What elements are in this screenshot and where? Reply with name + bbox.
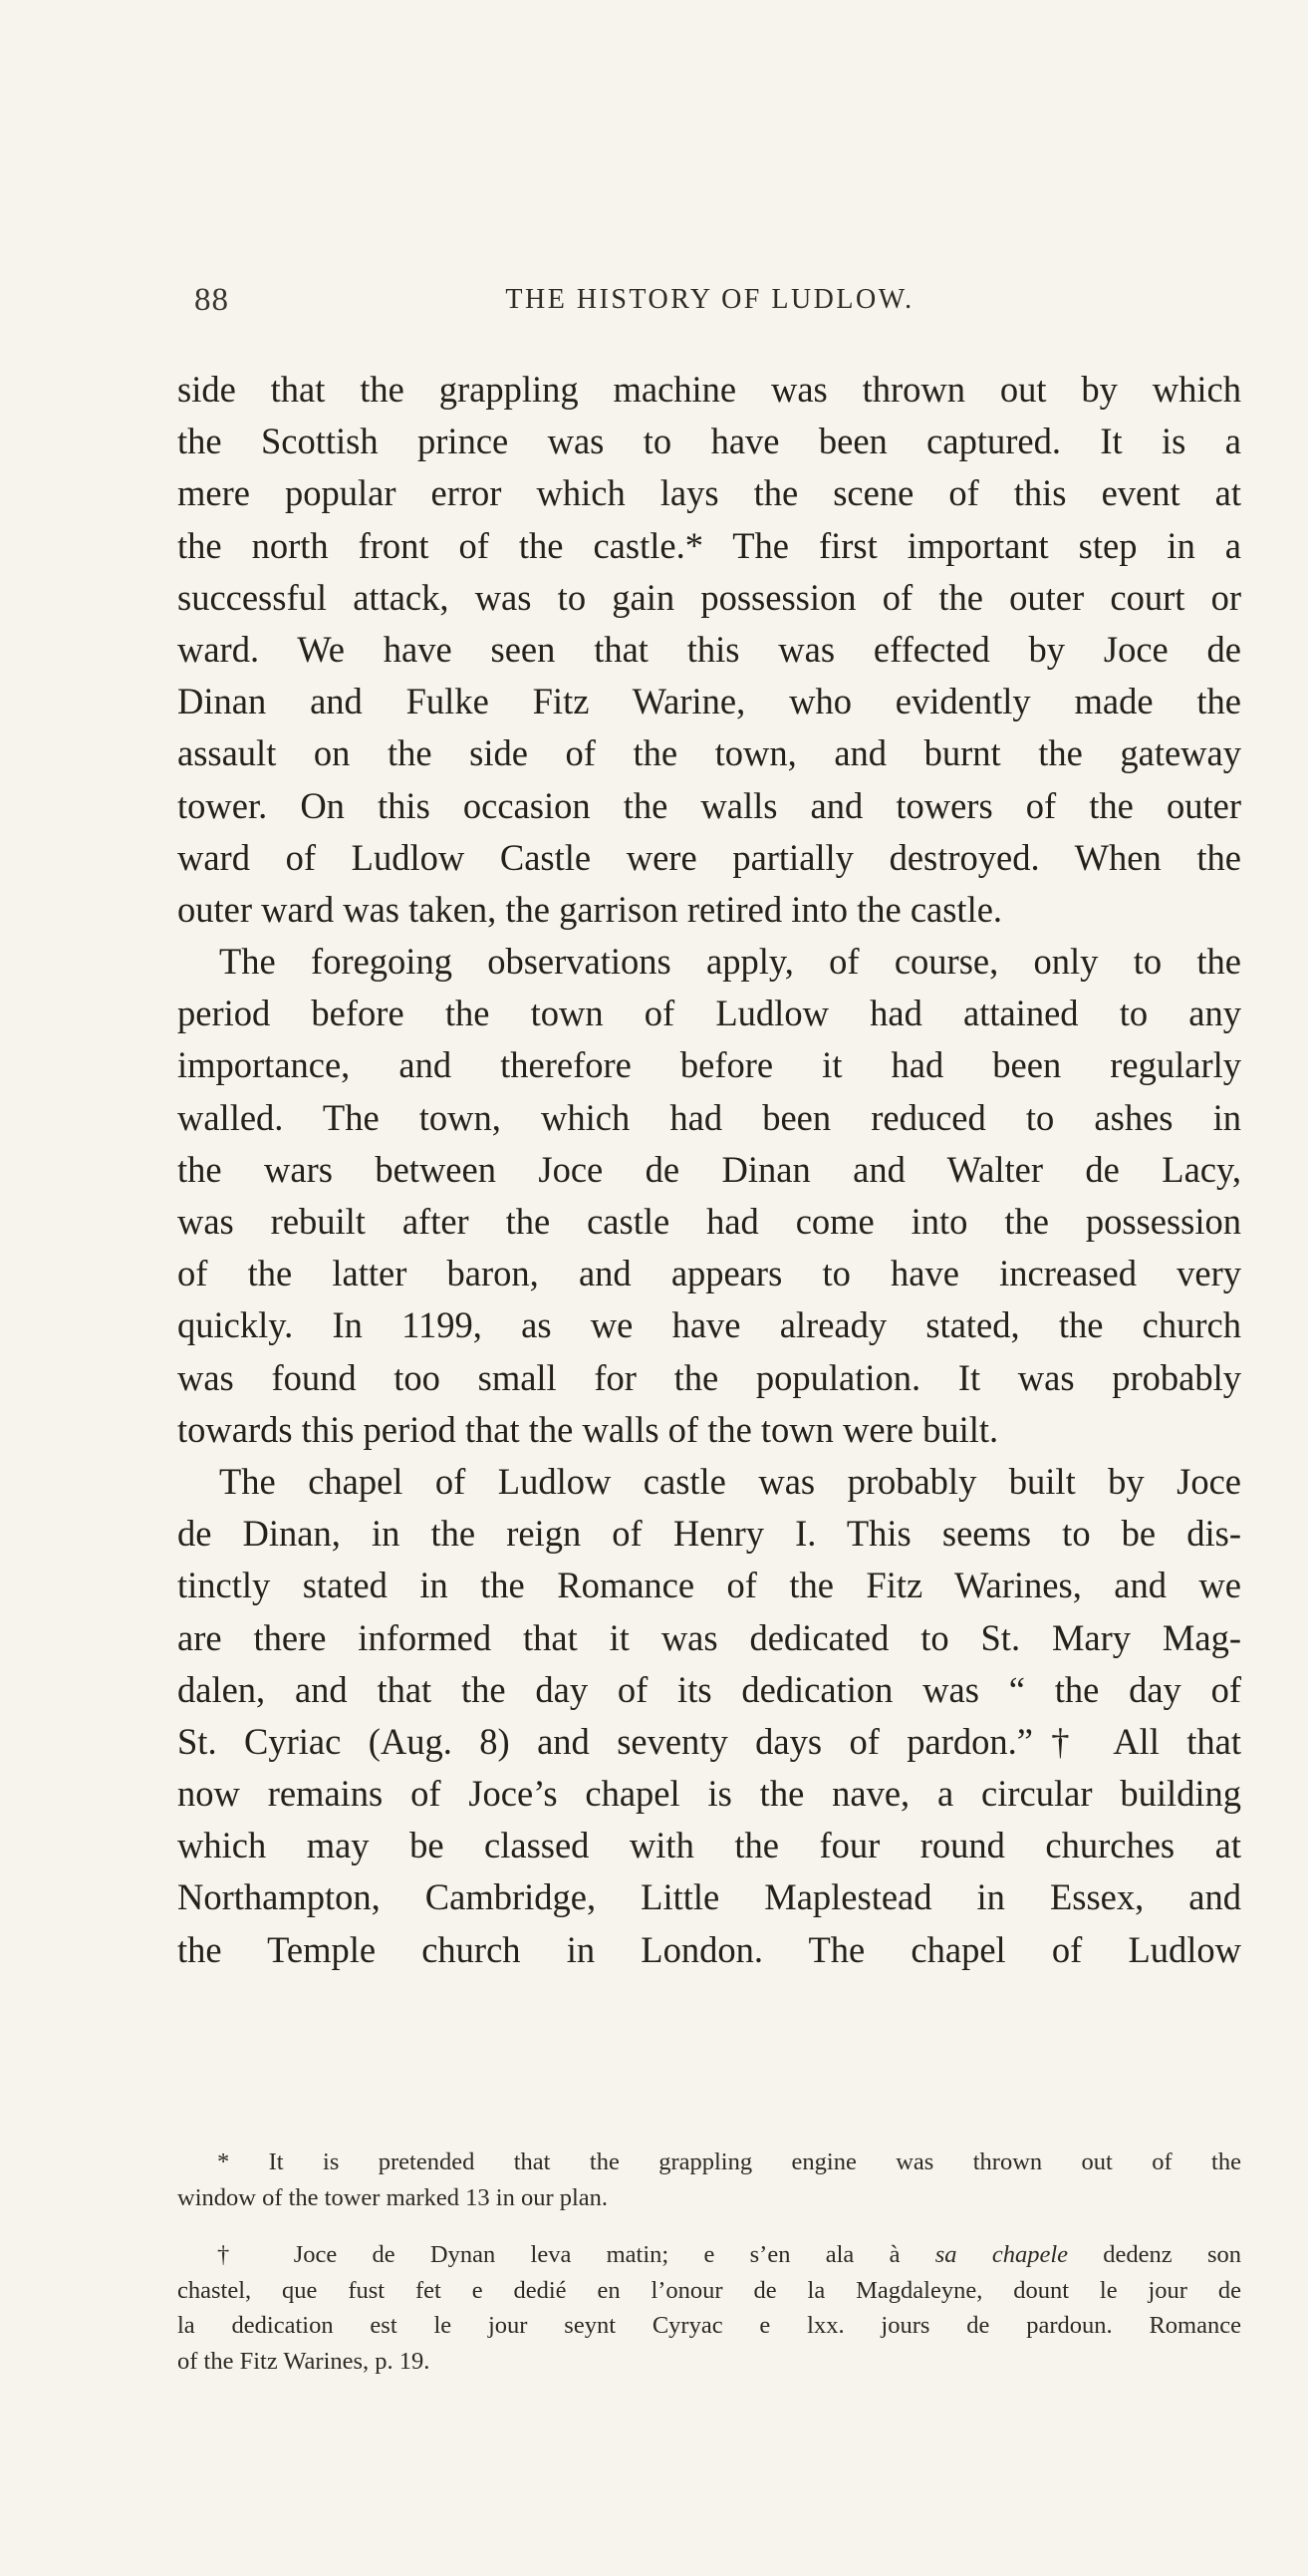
page-header <box>194 282 1225 322</box>
text-line: de Dinan, in the reign of Henry I. This seems to be dis- <box>177 1513 1241 1555</box>
footnote-text: † Joce de Dynan leva matin; e s’en ala à <box>217 2241 935 2268</box>
text-line: assault on the side of the town, and burnt the gateway <box>177 732 1241 774</box>
running-title: THE HISTORY OF LUDLOW. <box>505 284 915 315</box>
text-line: The chapel of Ludlow castle was probably built by Joce <box>219 1460 1241 1502</box>
text-line: tower. On this occasion the walls and towers of the outer <box>177 784 1241 826</box>
text-line: quickly. In 1199, as we have already stated, the church <box>177 1304 1241 1346</box>
footnote-line <box>177 2237 1241 2273</box>
text-line: The foregoing observations apply, of course, only to the <box>219 941 1241 983</box>
text-line: St. Cyriac (Aug. 8) and seventy days of pardon.”† All that <box>177 1720 1241 1762</box>
text-line: the Temple church in London. The chapel of Ludlow <box>177 1928 1241 1970</box>
body-text <box>177 364 1241 1976</box>
footnote-line: la dedication est le jour seynt Cyryac e lxx. jours de pardoun. Romance <box>177 2312 1241 2339</box>
text-line: mere popular error which lays the scene of this event at <box>177 472 1241 514</box>
text-line: was rebuilt after the castle had come into the possession <box>177 1201 1241 1242</box>
text-line: the wars between Joce de Dinan and Walter de Lacy, <box>177 1148 1241 1190</box>
text-line: ward of Ludlow Castle were partially destroyed. When the <box>177 836 1241 878</box>
text-line: ward. We have seen that this was effected by Joce de <box>177 628 1241 670</box>
text-line: side that the grappling machine was thrown out by which <box>177 369 1241 410</box>
text-line: towards this period that the walls of the town were built. <box>177 1408 999 1450</box>
footnote-line: * It is pretended that the grappling engine was thrown out of the <box>217 2148 1241 2175</box>
text-line: which may be classed with the four round churches at <box>177 1825 1241 1866</box>
text-line: of the latter baron, and appears to have increased very <box>177 1253 1241 1294</box>
text-line: the north front of the castle.* The first important step in a <box>177 524 1241 566</box>
text-line: importance, and therefore before it had been regularly <box>177 1044 1241 1086</box>
footnote-line: of the Fitz Warines, p. 19. <box>177 2347 430 2375</box>
text-line: walled. The town, which had been reduced to ashes in <box>177 1096 1241 1138</box>
footnote-line: window of the tower marked 13 in our plan. <box>177 2183 609 2211</box>
footnote-text: dedenz son <box>1068 2241 1241 2268</box>
text-line: period before the town of Ludlow had attained to any <box>177 993 1241 1034</box>
text-line: successful attack, was to gain possession of the outer court or <box>177 576 1241 618</box>
text-line: are there informed that it was dedicated to St. Mary Mag- <box>177 1616 1241 1658</box>
text-line: tinctly stated in the Romance of the Fitz Warines, and we <box>177 1565 1241 1606</box>
footnote-line: chastel, que fust fet e dedié en l’onour de la Magdaleyne, dount le jour de <box>177 2276 1241 2304</box>
text-line: dalen, and that the day of its dedication was “ the day of <box>177 1668 1241 1710</box>
text-line: now remains of Joce’s chapel is the nave, a circular building <box>177 1773 1241 1815</box>
footnotes <box>177 2145 1241 2379</box>
footnote-gap <box>177 2215 1241 2237</box>
text-line: outer ward was taken, the garrison retired into the castle. <box>177 888 1003 930</box>
text-line: Northampton, Cambridge, Little Maplestead in Essex, and <box>177 1876 1241 1918</box>
footnote-italic: sa chapele <box>934 2241 1068 2268</box>
page-number: 88 <box>194 282 229 318</box>
text-line: was found too small for the population. It was probably <box>177 1356 1241 1398</box>
text-line: Dinan and Fulke Fitz Warine, who evidently made the <box>177 681 1241 722</box>
text-line: the Scottish prince was to have been captured. It is a <box>177 421 1241 462</box>
